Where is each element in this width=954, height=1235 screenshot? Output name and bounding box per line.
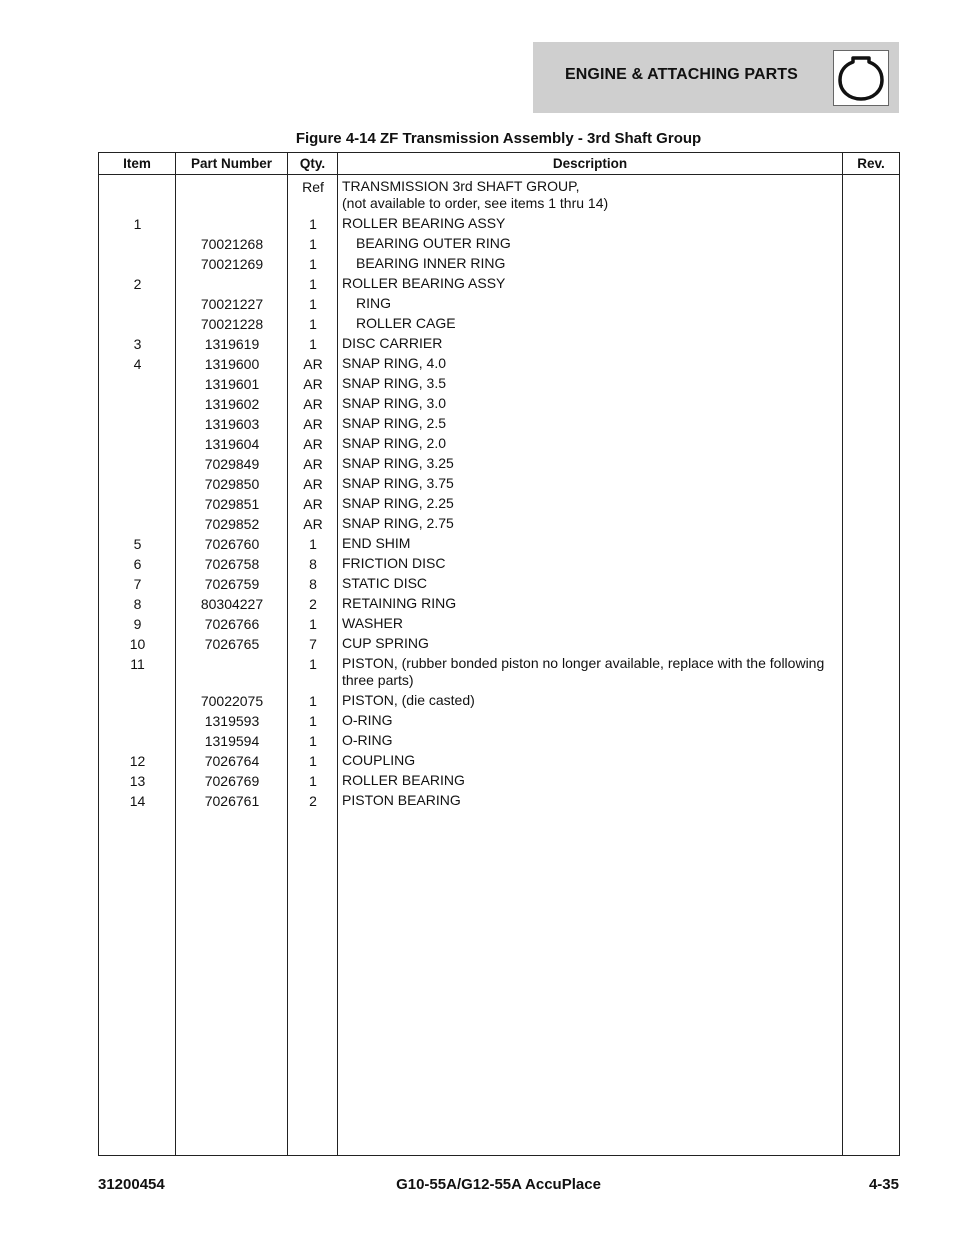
description-line: SNAP RING, 2.5 xyxy=(342,415,447,431)
table-row xyxy=(99,731,842,751)
column-header-part-number: Part Number xyxy=(176,153,288,175)
item-cell xyxy=(99,711,176,731)
manual-title: G10-55A/G12-55A AccuPlace xyxy=(396,1176,601,1193)
description-cell xyxy=(338,654,850,691)
table-row xyxy=(99,654,842,691)
item-cell xyxy=(99,454,176,474)
description-cell xyxy=(338,514,850,534)
part-number-cell: 7026766 xyxy=(204,616,260,632)
qty-cell: AR xyxy=(303,356,323,372)
description-cell xyxy=(338,574,850,594)
description-line: ROLLER BEARING ASSY xyxy=(342,215,506,231)
part-number-cell: 7026769 xyxy=(204,773,260,789)
description-line: STATIC DISC xyxy=(342,575,428,591)
table-row xyxy=(99,614,842,634)
qty-cell: 1 xyxy=(309,693,317,709)
description-line: O-RING xyxy=(342,732,393,748)
column-header-qty: Qty. xyxy=(288,153,338,175)
part-number-cell xyxy=(176,177,288,214)
table-row xyxy=(99,514,842,534)
qty-cell: 2 xyxy=(309,596,317,612)
qty-cell: Ref xyxy=(302,179,324,195)
qty-cell: 1 xyxy=(309,773,317,789)
column-separator xyxy=(175,174,176,1156)
description-cell xyxy=(338,234,864,254)
qty-cell: 1 xyxy=(309,336,317,352)
description-line: CUP SPRING xyxy=(342,635,429,651)
table-row xyxy=(99,771,842,791)
description-line: PISTON, (rubber bonded piston no longer available, replace with the following xyxy=(342,655,825,671)
table-row xyxy=(99,554,842,574)
description-cell xyxy=(338,711,850,731)
description-line: PISTON BEARING xyxy=(342,792,461,808)
item-cell: 3 xyxy=(133,336,142,352)
column-separator xyxy=(842,174,843,1156)
description-line: SNAP RING, 4.0 xyxy=(342,355,447,371)
description-cell xyxy=(338,254,864,274)
section-title: ENGINE & ATTACHING PARTS xyxy=(565,66,798,83)
part-number-cell: 7029851 xyxy=(204,496,260,512)
part-number-cell: 7026765 xyxy=(204,636,260,652)
item-cell: 7 xyxy=(133,576,142,592)
column-separator xyxy=(337,174,338,1156)
table-row xyxy=(99,454,842,474)
qty-cell: AR xyxy=(303,436,323,452)
part-number-cell: 7026761 xyxy=(204,793,260,809)
qty-cell: 1 xyxy=(309,733,317,749)
description-line: SNAP RING, 3.75 xyxy=(342,475,454,491)
table-row xyxy=(99,334,842,354)
part-number-cell: 7029850 xyxy=(204,476,260,492)
description-cell xyxy=(338,294,864,314)
description-line: RETAINING RING xyxy=(342,595,457,611)
qty-cell: 1 xyxy=(309,616,317,632)
table-row xyxy=(99,354,842,374)
qty-cell: AR xyxy=(303,376,323,392)
description-line: WASHER xyxy=(342,615,403,631)
description-cell xyxy=(338,614,850,634)
description-line: BEARING OUTER RING xyxy=(356,235,511,251)
table-row xyxy=(99,534,842,554)
item-cell xyxy=(99,294,176,314)
description-cell xyxy=(338,691,850,711)
item-cell xyxy=(99,394,176,414)
table-row xyxy=(99,274,842,294)
part-number-cell: 70021227 xyxy=(200,296,264,312)
table-body xyxy=(99,175,843,1156)
item-cell: 13 xyxy=(129,773,146,789)
description-cell xyxy=(338,274,850,294)
description-cell xyxy=(338,534,850,554)
qty-cell: 1 xyxy=(309,296,317,312)
part-number-cell: 7026758 xyxy=(204,556,260,572)
item-cell xyxy=(99,514,176,534)
table-row xyxy=(99,414,842,434)
description-line: SNAP RING, 2.0 xyxy=(342,435,447,451)
description-cell xyxy=(338,314,864,334)
description-cell xyxy=(338,414,850,434)
column-separator xyxy=(287,174,288,1156)
qty-cell: AR xyxy=(303,396,323,412)
table-row xyxy=(99,234,842,254)
description-line: BEARING INNER RING xyxy=(356,255,506,271)
item-cell: 2 xyxy=(133,276,142,292)
part-number-cell: 70021268 xyxy=(200,236,264,252)
table-row xyxy=(99,634,842,654)
qty-cell: 1 xyxy=(309,316,317,332)
item-cell: 4 xyxy=(133,356,142,372)
description-line: SNAP RING, 3.25 xyxy=(342,455,454,471)
part-number-cell: 7029849 xyxy=(204,456,260,472)
description-cell xyxy=(338,454,850,474)
item-cell xyxy=(99,414,176,434)
document-number: 31200454 xyxy=(98,1176,165,1193)
qty-cell: AR xyxy=(303,516,323,532)
part-number-cell: 70021269 xyxy=(200,256,264,272)
table-row xyxy=(99,751,842,771)
page-number: 4-35 xyxy=(868,1176,899,1193)
figure-title: Figure 4-14 ZF Transmission Assembly - 3rd Shaft Group xyxy=(295,130,702,147)
description-cell xyxy=(338,594,850,614)
table-row xyxy=(99,294,842,314)
description-line: ROLLER BEARING xyxy=(342,772,465,788)
description-line: ROLLER BEARING ASSY xyxy=(342,275,506,291)
table-row xyxy=(99,374,842,394)
item-cell xyxy=(99,314,176,334)
table-row xyxy=(99,434,842,454)
description-line: DISC CARRIER xyxy=(342,335,443,351)
qty-cell: 1 xyxy=(309,536,317,552)
column-header-item: Item xyxy=(99,153,176,175)
description-line: END SHIM xyxy=(342,535,411,551)
description-line: (not available to order, see items 1 thru 14) xyxy=(342,195,609,211)
part-number-cell xyxy=(176,214,288,234)
description-line: SNAP RING, 3.5 xyxy=(342,375,447,391)
parts-table xyxy=(98,152,900,1156)
table-row xyxy=(99,214,842,234)
table-row xyxy=(99,474,842,494)
description-cell xyxy=(338,494,850,514)
item-cell: 5 xyxy=(133,536,142,552)
part-number-cell: 7026759 xyxy=(204,576,260,592)
qty-cell: 1 xyxy=(309,753,317,769)
part-number-cell: 1319603 xyxy=(204,416,260,432)
description-line: SNAP RING, 3.0 xyxy=(342,395,447,411)
description-cell xyxy=(338,374,850,394)
column-header-description: Description xyxy=(338,153,843,175)
item-cell xyxy=(99,374,176,394)
part-number-cell: 1319619 xyxy=(204,336,260,352)
description-line: SNAP RING, 2.75 xyxy=(342,515,454,531)
table-row xyxy=(99,594,842,614)
item-cell xyxy=(99,177,176,214)
item-cell: 11 xyxy=(130,656,145,672)
description-line: COUPLING xyxy=(342,752,416,768)
qty-cell: 1 xyxy=(309,713,317,729)
description-line: ROLLER CAGE xyxy=(356,315,456,331)
qty-cell: AR xyxy=(303,496,323,512)
table-row xyxy=(99,314,842,334)
part-number-cell: 7026760 xyxy=(204,536,260,552)
item-cell: 12 xyxy=(129,753,146,769)
part-number-cell: 1319604 xyxy=(204,436,260,452)
description-line: SNAP RING, 2.25 xyxy=(342,495,454,511)
table-row xyxy=(99,494,842,514)
description-cell xyxy=(338,771,850,791)
item-cell xyxy=(99,434,176,454)
description-line: RING xyxy=(356,295,391,311)
column-header-rev: Rev. xyxy=(843,153,900,175)
table-rows xyxy=(99,175,842,811)
item-cell xyxy=(99,234,176,254)
description-cell xyxy=(338,177,850,214)
item-cell xyxy=(99,691,176,711)
description-cell xyxy=(338,554,850,574)
part-number-cell: 1319602 xyxy=(204,396,260,412)
qty-cell: 1 xyxy=(309,656,317,672)
description-line: O-RING xyxy=(342,712,393,728)
description-cell xyxy=(338,474,850,494)
qty-cell: 1 xyxy=(309,216,317,232)
item-cell: 14 xyxy=(129,793,146,809)
qty-cell: 8 xyxy=(309,556,317,572)
part-number-cell: 70021228 xyxy=(200,316,264,332)
table-row xyxy=(99,791,842,811)
item-cell xyxy=(99,254,176,274)
part-number-cell: 7029852 xyxy=(204,516,260,532)
qty-cell: 1 xyxy=(309,276,317,292)
description-line: three parts) xyxy=(342,672,414,688)
table-row xyxy=(99,394,842,414)
table-header-row xyxy=(99,153,900,175)
table-row xyxy=(99,574,842,594)
item-cell xyxy=(99,731,176,751)
table-row xyxy=(99,254,842,274)
qty-cell: 1 xyxy=(309,236,317,252)
qty-cell: AR xyxy=(303,416,323,432)
description-line: TRANSMISSION 3rd SHAFT GROUP, xyxy=(342,178,580,194)
qty-cell: AR xyxy=(303,476,323,492)
description-line: FRICTION DISC xyxy=(342,555,446,571)
table-row xyxy=(99,177,842,214)
description-cell xyxy=(338,434,850,454)
item-cell: 1 xyxy=(133,216,142,232)
description-cell xyxy=(338,354,850,374)
part-number-cell xyxy=(176,654,288,691)
item-cell: 9 xyxy=(133,616,142,632)
part-number-cell: 1319601 xyxy=(204,376,260,392)
part-number-cell: 70022075 xyxy=(200,693,264,709)
part-number-cell: 1319593 xyxy=(204,713,260,729)
engine-icon xyxy=(833,50,889,106)
description-cell xyxy=(338,731,850,751)
part-number-cell xyxy=(176,274,288,294)
item-cell: 10 xyxy=(129,636,146,652)
description-cell xyxy=(338,751,850,771)
part-number-cell: 1319594 xyxy=(204,733,260,749)
item-cell: 8 xyxy=(133,596,142,612)
description-line: PISTON, (die casted) xyxy=(342,692,475,708)
table-row xyxy=(99,711,842,731)
description-cell xyxy=(338,634,850,654)
item-cell xyxy=(99,494,176,514)
description-cell xyxy=(338,394,850,414)
part-number-cell: 7026764 xyxy=(204,753,260,769)
qty-cell: 2 xyxy=(309,793,317,809)
qty-cell: 1 xyxy=(309,256,317,272)
part-number-cell: 1319600 xyxy=(204,356,260,372)
item-cell: 6 xyxy=(133,556,142,572)
item-cell xyxy=(99,474,176,494)
qty-cell: 7 xyxy=(309,636,317,652)
qty-cell: 8 xyxy=(309,576,317,592)
part-number-cell: 80304227 xyxy=(200,596,264,612)
description-cell xyxy=(338,214,850,234)
description-cell xyxy=(338,334,850,354)
section-banner xyxy=(533,42,899,113)
table-row xyxy=(99,691,842,711)
qty-cell: AR xyxy=(303,456,323,472)
description-cell xyxy=(338,791,850,811)
